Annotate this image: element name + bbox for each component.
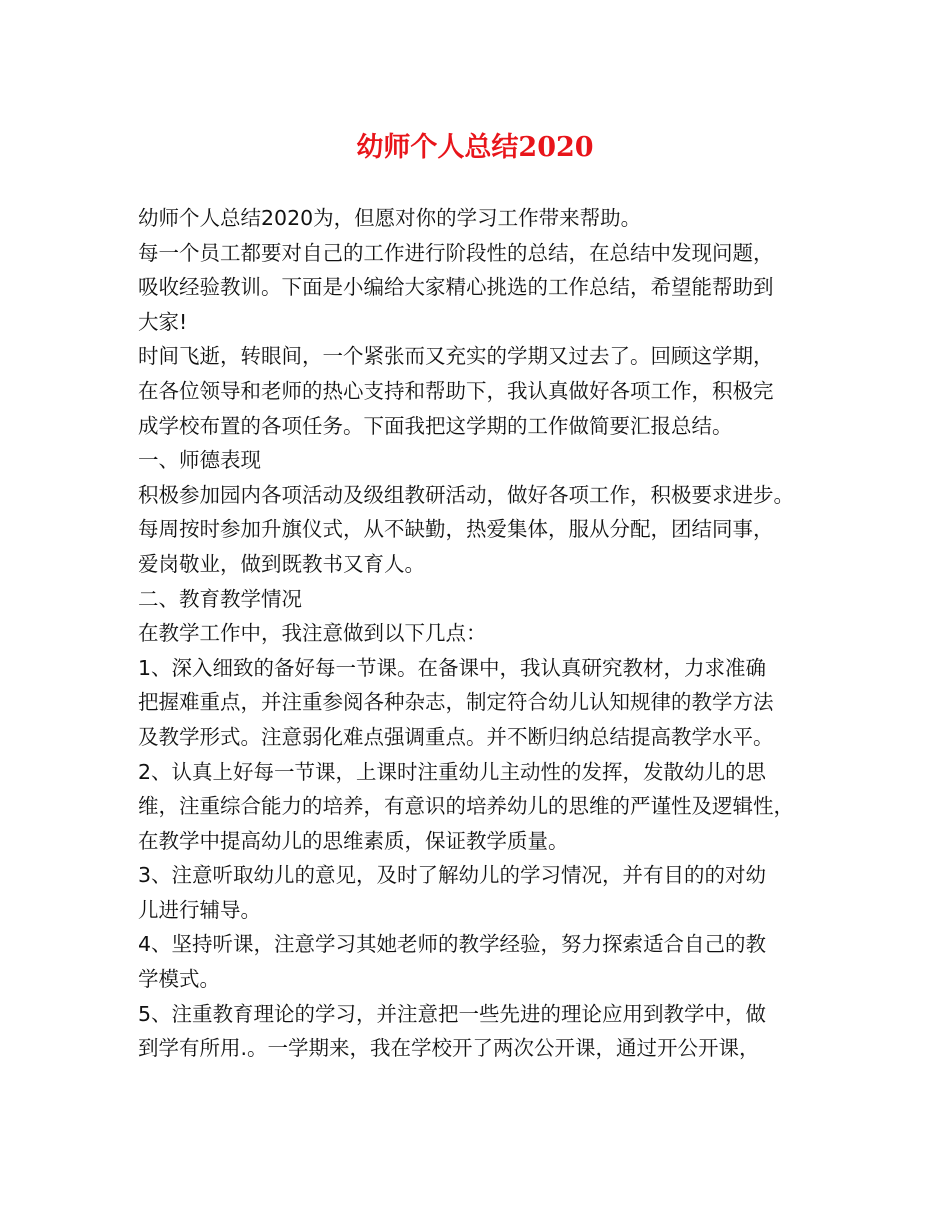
list-item: 5、注重教育理论的学习，并注意把一些先进的理论应用到教学中，做 [138,1001,767,1026]
document-title: 幼师个人总结2020 [356,132,594,163]
body-line: 在教学中提高幼儿的思维素质，保证教学质量。 [138,828,569,853]
body-line: 时间飞逝，转眼间，一个紧张而又充实的学期又过去了。回顾这学期， [138,344,774,369]
list-item: 2、认真上好每一节课，上课时注重幼儿主动性的发挥，发散幼儿的思 [138,759,767,784]
body-line: 及教学形式。注意弱化难点强调重点。并不断归纳总结提高教学水平。 [138,724,774,749]
body-line: 在教学工作中，我注意做到以下几点： [138,621,487,646]
body-line: 每周按时参加升旗仪式，从不缺勤，热爱集体，服从分配，团结同事， [138,517,774,542]
body-line: 大家! [138,309,188,334]
body-line: 学模式。 [138,967,220,992]
body-line: 把握难重点，并注重参阅各种杂志，制定符合幼儿认知规律的教学方法 [138,690,774,715]
list-item: 4、坚持听课，注意学习其她老师的教学经验，努力探索适合自己的教 [138,932,767,957]
list-item: 1、深入细致的备好每一节课。在备课中，我认真研究教材，力求准确 [138,655,767,680]
body-line: 幼师个人总结2020为，但愿对你的学习工作带来帮助。 [138,206,642,230]
body-line: 积极参加园内各项活动及级组教研活动，做好各项工作，积极要求进步。 [138,482,794,507]
body-line: 维，注重综合能力的培养，有意识的培养幼儿的思维的严谨性及逻辑性， [138,794,794,819]
section-heading: 一、师德表现 [138,448,261,473]
body-line: 儿进行辅导。 [138,897,261,922]
body-line: 每一个员工都要对自己的工作进行阶段性的总结，在总结中发现问题， [138,240,774,265]
list-item: 3、注意听取幼儿的意见，及时了解幼儿的学习情况，并有目的的对幼 [138,863,767,888]
document-body [138,201,838,1066]
body-line: 到学有所用.。一学期来，我在学校开了两次公开课，通过开公开课， [138,1036,760,1061]
body-line: 在各位领导和老师的热心支持和帮助下，我认真做好各项工作，积极完 [138,378,774,403]
body-line: 吸收经验教训。下面是小编给大家精心挑选的工作总结，希望能帮助到 [138,275,774,300]
section-heading: 二、教育教学情况 [138,586,302,611]
body-line: 成学校布置的各项任务。下面我把这学期的工作做简要汇报总结。 [138,413,733,438]
body-line: 爱岗敬业，做到既教书又育人。 [138,551,425,576]
